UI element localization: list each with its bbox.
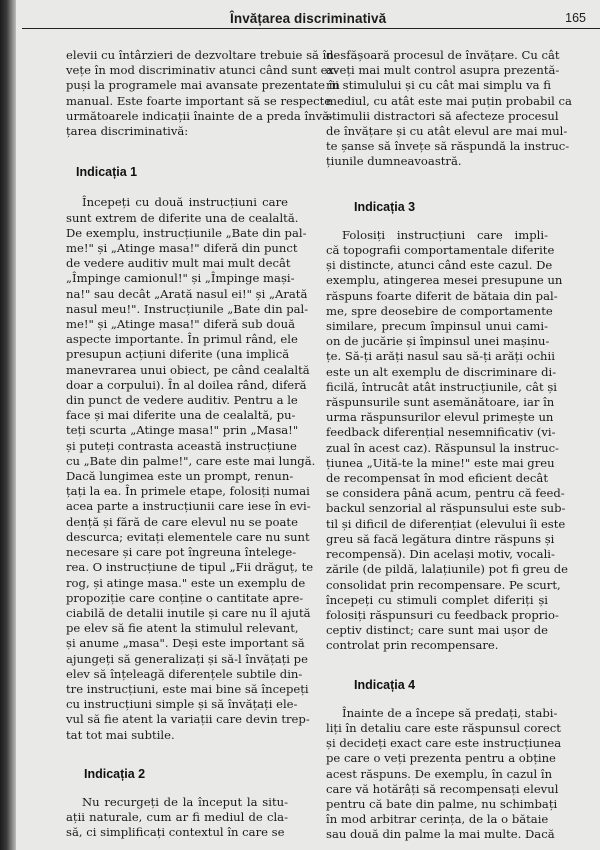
text-line: este un alt exemplu de discriminare di- (326, 364, 557, 379)
paragraph-indicatia-1 (66, 195, 316, 742)
text-line: țiunea „Uită-te la mine!" este mai greu (326, 455, 555, 470)
text-line: ceptiv distinct; care sunt mai ușor de (326, 623, 548, 638)
text-line: acea parte a instrucțiunii care iese în evi- (66, 499, 311, 514)
text-line: să, ci simplificați contextul în care se (66, 825, 285, 840)
text-line: consolidat prin recompensare. Pe scurt, (326, 577, 561, 592)
intro-paragraph (66, 48, 340, 139)
text-line: pe elev să fie atent la stimulul relevant, (66, 621, 299, 636)
text-line: De exemplu, instrucțiunile „Bate din pal- (66, 225, 307, 240)
paragraph-indicatia-2 (66, 795, 288, 841)
heading-indicatia-3: Indicația 3 (354, 199, 416, 214)
text-line: ciabilă de detalii inutile și care nu îl ajută (66, 605, 311, 620)
text-line: ații naturale, cum ar fi mediul de cla- (66, 810, 288, 825)
text-line: face și mai diferite una de cealaltă, pu- (66, 408, 296, 423)
running-header (22, 8, 600, 30)
text-line: vul să fie atent la variații care devin trep- (66, 712, 310, 727)
paragraph-indicatia-3 (326, 227, 569, 654)
text-line: ajungeți să generalizați și să-l învățați pe (66, 651, 308, 666)
heading-indicatia-1: Indicația 1 (76, 165, 138, 180)
text-line: și puteți contrasta această instrucțiune (66, 438, 297, 453)
text-line: țiunile dumneavoastră. (326, 154, 462, 169)
text-line: Înainte de a începe să predați, stabi- (342, 705, 558, 720)
text-line: și anume „masa". Deși este important să (66, 636, 305, 651)
text-line: acest răspuns. De exemplu, în cazul în (326, 766, 553, 781)
text-line: următoarele indicații înainte de a preda învă- (66, 108, 334, 123)
text-line: în mod arbitrar cerința, de la o bătaie (326, 812, 549, 827)
text-line: de vedere auditiv mult mai mult decât (66, 256, 291, 271)
paragraph-indicatia-4 (326, 705, 562, 843)
text-line: zările (de pildă, lalațiunile) pot fi greu de (326, 562, 569, 577)
text-line: sunt extrem de diferite una de cealaltă. (66, 210, 299, 225)
text-line: backul senzorial al răspunsului este sub- (326, 501, 566, 516)
text-line: aveți mai mult control asupra prezentă- (326, 63, 560, 78)
book-spine-shadow (0, 0, 16, 850)
text-line: de recompensat în mod eficient decât (326, 471, 548, 486)
text-line: desfășoară procesul de învățare. Cu cât (326, 48, 560, 62)
text-line: teți scurta „Atinge masa!" prin „Masa!" (66, 423, 299, 438)
text-line: manual. Este foarte important să se respecte (66, 93, 332, 108)
text-line: tat tot mai subtile. (66, 727, 175, 742)
text-line: că topografii comportamentale diferite (326, 243, 555, 258)
text-line: vețe în mod discriminativ atunci când sunt ex- (66, 63, 338, 78)
text-line: și decideți exact care este instrucțiunea (326, 736, 562, 751)
page-number: 165 (565, 11, 586, 25)
text-line: urma răspunsurilor elevul primește un (326, 410, 554, 425)
text-line: răspunsurile sunt asemănătoare, iar în (326, 395, 555, 410)
heading-indicatia-4: Indicația 4 (354, 677, 416, 692)
text-line: și distincte, atunci când este cazul. De (326, 258, 553, 273)
text-line: mediul, cu atât este mai puțin probabil ca (326, 93, 572, 108)
text-line: puși la programele mai avansate prezentate în (66, 78, 340, 93)
text-line: on de jucărie și împinsul unei mașinu- (326, 334, 550, 349)
text-line: de învățare și cu atât elevul are mai mul- (326, 124, 568, 139)
text-line: elevii cu întârzieri de dezvoltare trebuie să în- (66, 48, 338, 62)
text-line: me!" și „Atinge masa!" diferă sub două (66, 317, 296, 332)
text-line: feedback diferențial nesemnificativ (vi- (326, 425, 556, 440)
text-line: folosiți răspunsuri cu feedback proprio- (326, 607, 559, 622)
text-line: Nu recurgeți de la început la situ- (82, 794, 288, 809)
text-line: începeți cu stimuli complet diferiți și (326, 592, 548, 607)
heading-indicatia-2: Indicația 2 (84, 766, 146, 781)
text-line: Dacă lungimea este un prompt, renun- (66, 469, 294, 484)
text-line: dență și fără de care elevul nu se poate (66, 514, 298, 529)
text-line: rog, și atinge masa." este un exemplu de (66, 575, 306, 590)
text-line: me!" și „Atinge masa!" diferă din punct (66, 241, 298, 256)
text-line: țe. Să-ți arăți nasul sau să-ți arăți ochii (326, 349, 555, 364)
right-column (326, 48, 572, 843)
text-line: stimulii distractori să afecteze procesul (326, 108, 559, 123)
text-line: din punct de vedere auditiv. Pentru a le (66, 393, 298, 408)
continued-paragraph (326, 48, 572, 170)
text-line: doar a corpului). În al doilea rând, diferă (66, 377, 307, 392)
text-line: presupun acțiuni diferite (una implică (66, 347, 290, 362)
text-line: propoziție care conține o cantitate apre- (66, 590, 304, 605)
text-line: „Împinge camionul!" și „Împinge mași- (66, 271, 295, 286)
text-line: descurca; evitați elementele care nu sunt (66, 529, 310, 544)
text-line: exemplu, atingerea mesei presupune un (326, 273, 563, 288)
text-line: sau două din palme la mai multe. Dacă (326, 827, 555, 842)
text-line: Folosiți instrucțiuni care impli- (342, 227, 548, 242)
text-line: til și dificil de diferențiat (elevului îi este (326, 516, 566, 531)
text-line: cu instrucțiuni simple și să învățați ele- (66, 697, 298, 712)
text-line: aspecte importante. În primul rând, ele (66, 332, 298, 347)
text-line: răspuns foarte diferit de bătaia din pal- (326, 288, 558, 303)
text-line: similare, precum împinsul unui cami- (326, 319, 548, 334)
text-line: zual în acest caz). Răspunsul la instruc- (326, 440, 559, 455)
text-line: controlat prin recompensare. (326, 638, 499, 653)
text-line: se considera până acum, pentru că feed- (326, 486, 565, 501)
chapter-title: Învățarea discriminativă (230, 11, 387, 26)
header-rule (22, 28, 600, 29)
text-line: nasul meu!". Instrucțiunile „Bate din pal- (66, 301, 309, 316)
text-line: greu să facă legătura dintre răspuns și (326, 531, 555, 546)
text-line: care vă hotărâți să recompensați elevul (326, 781, 559, 796)
text-line: cu „Bate din palme!", care este mai lungă. (66, 453, 316, 468)
text-line: me, spre deosebire de comportamente (326, 303, 553, 318)
text-line: na!" sau decât „Arată nasul ei!" și „Arată (66, 286, 308, 301)
left-column (66, 48, 340, 841)
text-line: țarea discriminativă: (66, 124, 189, 139)
text-line: rii stimulului și cu cât mai simplu va fi (326, 78, 552, 93)
text-line: te șanse să învețe să răspundă la instruc- (326, 139, 570, 154)
text-line: liți în detaliu care este răspunsul corect (326, 720, 561, 735)
text-line: Începeți cu două instrucțiuni care (82, 195, 288, 210)
text-line: manevrarea unui obiect, pe când cealaltă (66, 362, 310, 377)
text-line: țați la ea. În primele etape, folosiți numai (66, 484, 310, 499)
text-line: ficilă, întrucât atât instrucțiunile, cât și (326, 379, 557, 394)
text-line: pentru că bate din palme, nu schimbați (326, 796, 558, 811)
text-line: necesare și care pot îngreuna întelegе- (66, 545, 297, 560)
text-line: recompensă). Din același motiv, vocali- (326, 547, 555, 562)
text-line: rea. O instrucțiune de tipul „Fii drăguț, te (66, 560, 314, 575)
text-line: elev să înțeleagă diferențele subtile din- (66, 666, 303, 681)
text-line: pe care o veți prezenta pentru a obține (326, 751, 556, 766)
text-line: tre instrucțiuni, este mai bine să începeți (66, 681, 309, 696)
